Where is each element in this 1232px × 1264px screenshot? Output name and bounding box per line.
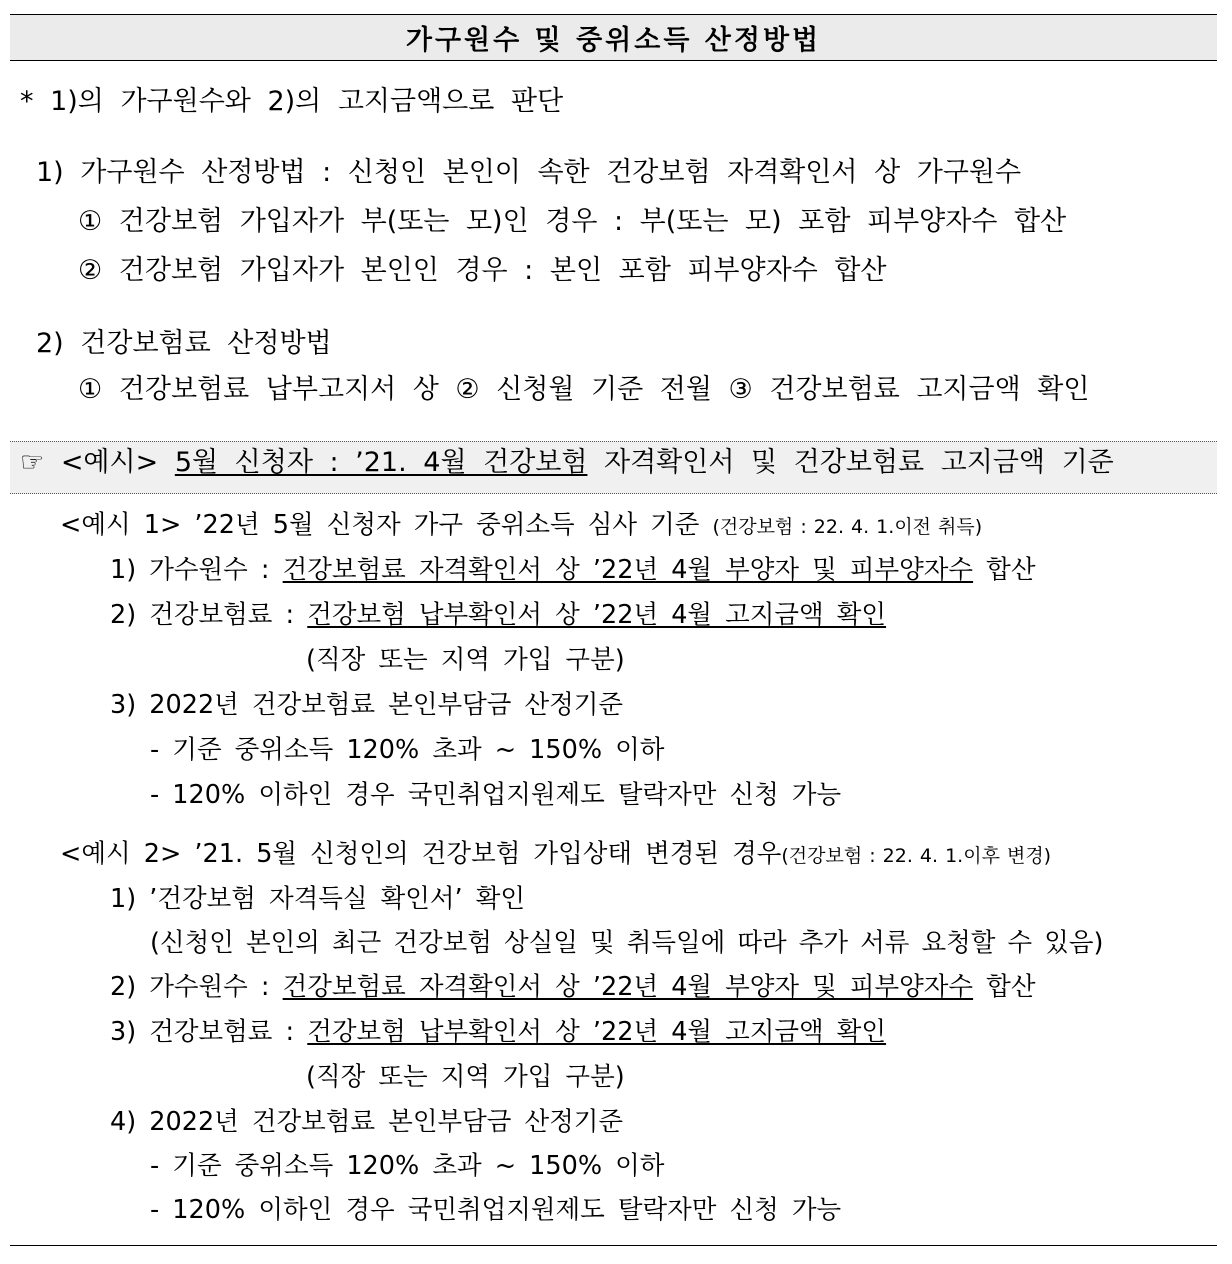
bottom-divider	[10, 1245, 1217, 1246]
pointing-hand-icon: ☞	[20, 447, 45, 478]
example1-item1-underlined: 건강보험료 자격확인서 상 ’22년 4월 부양자 및 피부양자수	[282, 555, 974, 585]
section1-item2: ② 건강보험 가입자가 본인인 경우 : 본인 포함 피부양자수 합산	[78, 255, 887, 286]
section1-item1: ① 건강보험 가입자가 부(또는 모)인 경우 : 부(또는 모) 포함 피부양자수 합산	[78, 206, 1067, 237]
title-bar	[10, 14, 1217, 61]
page-title: 가구원수 및 중위소득 산정방법	[405, 25, 822, 56]
intro-note: * 1)의 가구원수와 2)의 고지금액으로 판단	[20, 86, 564, 117]
example2-heading-note: (건강보험 : 22. 4. 1.이후 변경)	[781, 845, 1052, 867]
section2-item: ① 건강보험료 납부고지서 상 ② 신청월 기준 전월 ③ 건강보험료 고지금액 확인	[78, 374, 1090, 405]
section1-heading: 1) 가구원수 산정방법 : 신청인 본인이 속한 건강보험 자격확인서 상 가구원수	[36, 157, 1022, 188]
example2-item2	[110, 972, 1035, 1003]
example1-item2-note: (직장 또는 지역 가입 구분)	[306, 645, 625, 675]
example2-heading-text: <예시 2> ’21. 5월 신청인의 건강보험 가입상태 변경된 경우	[60, 839, 782, 869]
example1-item2-underlined: 건강보험 납부확인서 상 ’22년 4월 고지금액 확인	[307, 600, 887, 630]
example1-item1-label: 1) 가수원수 :	[110, 555, 283, 585]
example1-item2-label: 2) 건강보험료 :	[110, 600, 308, 630]
example-band-text	[20, 447, 1114, 479]
example2-item1: 1) ’건강보험 자격득실 확인서’ 확인	[110, 884, 526, 914]
example-band-underlined: 5월 신청자 : ’21. 4월 건강보험	[174, 447, 588, 478]
example1-heading-text: <예시 1> ’22년 5월 신청자 가구 중위소득 심사 기준	[60, 510, 713, 540]
example2-item3-note: (직장 또는 지역 가입 구분)	[306, 1062, 625, 1092]
example2-item2-label: 2) 가수원수 :	[110, 972, 283, 1002]
example1-item3-bullet2: - 120% 이하인 경우 국민취업지원제도 탈락자만 신청 가능	[150, 780, 842, 810]
example2-item4-bullet2: - 120% 이하인 경우 국민취업지원제도 탈락자만 신청 가능	[150, 1195, 842, 1225]
example1-item3: 3) 2022년 건강보험료 본인부담금 산정기준	[110, 690, 623, 720]
example1-item1-suffix: 합산	[973, 555, 1036, 585]
example2-item2-suffix: 합산	[973, 972, 1036, 1002]
example1-heading-note: (건강보험 : 22. 4. 1.이전 취득)	[712, 516, 983, 538]
example-band-prefix: <예시>	[60, 447, 175, 478]
example1-heading	[60, 510, 982, 541]
example2-item3-label: 3) 건강보험료 :	[110, 1017, 308, 1047]
example1-item2	[110, 600, 886, 631]
example2-item3-underlined: 건강보험 납부확인서 상 ’22년 4월 고지금액 확인	[307, 1017, 887, 1047]
example2-item4-bullet1: - 기준 중위소득 120% 초과 ~ 150% 이하	[150, 1151, 665, 1181]
section2-heading: 2) 건강보험료 산정방법	[36, 328, 332, 359]
example-band-rest: 자격확인서 및 건강보험료 고지금액 기준	[587, 447, 1114, 478]
example1-item1	[110, 555, 1035, 586]
example1-item3-bullet1: - 기준 중위소득 120% 초과 ~ 150% 이하	[150, 735, 665, 765]
example2-item3	[110, 1017, 886, 1048]
example2-item2-underlined: 건강보험료 자격확인서 상 ’22년 4월 부양자 및 피부양자수	[282, 972, 974, 1002]
example2-heading	[60, 839, 1051, 870]
example2-item1-note: (신청인 본인의 최근 건강보험 상실일 및 취득일에 따라 추가 서류 요청할 수 있음)	[150, 928, 1104, 958]
example2-item4: 4) 2022년 건강보험료 본인부담금 산정기준	[110, 1107, 623, 1137]
